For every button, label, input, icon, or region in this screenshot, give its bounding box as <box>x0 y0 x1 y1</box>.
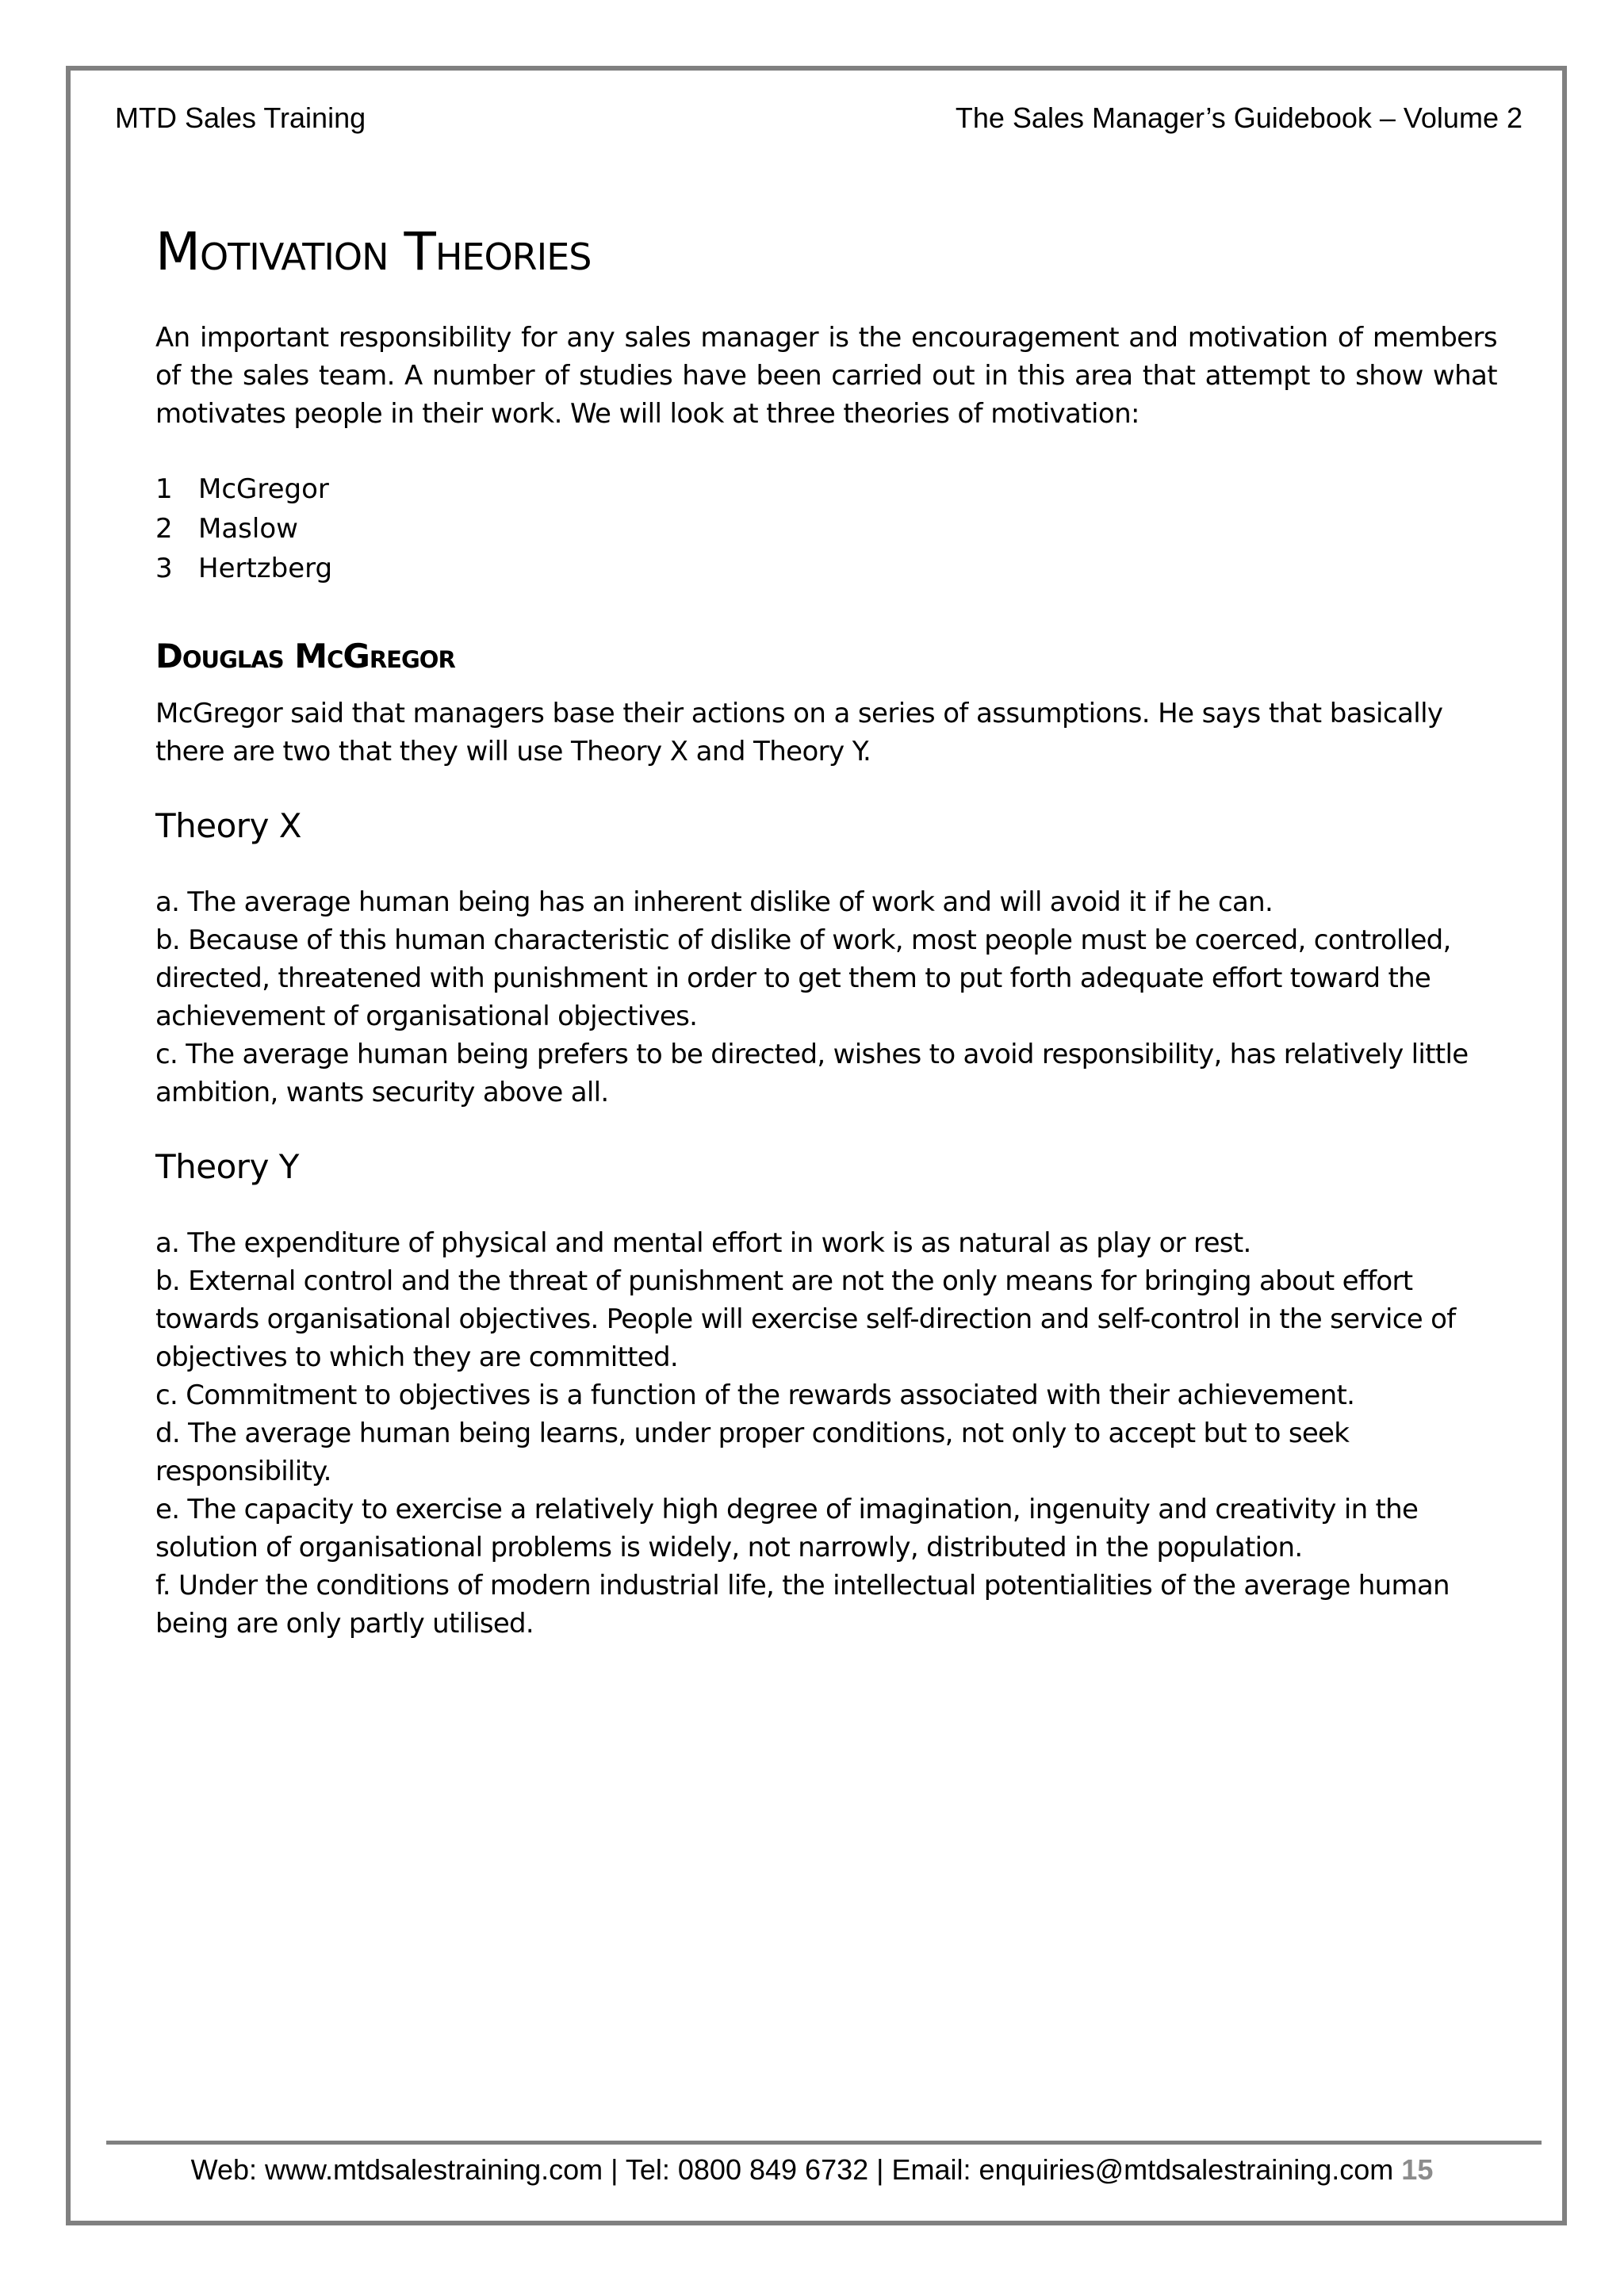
list-item <box>155 549 1497 588</box>
list-item-label: Maslow <box>198 513 298 545</box>
theory-y-item: a. The expenditure of physical and mental effort in work is as natural as play or rest. <box>155 1227 1251 1259</box>
list-item-number: 2 <box>155 513 173 545</box>
list-item-label: Hertzberg <box>198 553 333 584</box>
list-item-number: 1 <box>155 473 173 505</box>
page-number: 15 <box>1401 2153 1434 2186</box>
theory-y-item: f. Under the conditions of modern industrial life, the intellectual potentialities of the average human being are only partly utilised. <box>155 1570 1450 1640</box>
theory-y-item: b. External control and the threat of punishment are not the only means for bringing about effort towards organisational objectives. People will exercise self-direction and self-control in the service of objectives to which they are committed. <box>155 1265 1456 1373</box>
section-body-mcgregor: McGregor said that managers base their actions on a series of assumptions. He says that basically there are two that they will use Theory X and Theory Y. <box>155 698 1443 767</box>
theory-x-items <box>155 883 1497 1112</box>
theory-x-item: b. Because of this human characteristic of dislike of work, most people must be coerced, controlled, directed, threatened with punishment in order to get them to put forth adequate effort toward the achievement of organisational objectives. <box>155 924 1451 1032</box>
page-content <box>155 222 1497 1643</box>
theory-x-item: c. The average human being prefers to be directed, wishes to avoid responsibility, has relatively little ambition, wants security above all. <box>155 1039 1469 1108</box>
subheading-theory-y: Theory Y <box>155 1147 299 1186</box>
theory-y-item: c. Commitment to objectives is a function of the rewards associated with their achievement. <box>155 1380 1355 1411</box>
header-publisher: MTD Sales Training <box>115 101 366 134</box>
list-item-label: McGregor <box>198 473 329 505</box>
header-book-title: The Sales Manager’s Guidebook – Volume 2 <box>955 101 1522 134</box>
page-title: Motivation Theories <box>155 221 592 282</box>
subheading-theory-x: Theory X <box>155 806 302 845</box>
section-heading-mcgregor: Douglas McGregor <box>155 637 455 675</box>
footer <box>0 2152 1624 2187</box>
list-item <box>155 469 1497 509</box>
theory-y-item: e. The capacity to exercise a relatively high degree of imagination, ingenuity and creativity in the solution of organisational problems is widely, not narrowly, distributed in the population. <box>155 1494 1419 1563</box>
intro-paragraph: An important responsibility for any sales manager is the encouragement and motivation of members of the sales team. A number of studies have been carried out in this area that attempt to show what motivates people in their work. We will look at three theories of motivation: <box>155 322 1497 430</box>
list-item <box>155 509 1497 549</box>
theory-list <box>155 469 1497 588</box>
footer-divider <box>106 2141 1542 2145</box>
theory-y-item: d. The average human being learns, under proper conditions, not only to accept but to seek responsibility. <box>155 1418 1350 1487</box>
theory-x-item: a. The average human being has an inherent dislike of work and will avoid it if he can. <box>155 886 1274 918</box>
list-item-number: 3 <box>155 553 173 584</box>
footer-contact: Web: www.mtdsalestraining.com | Tel: 0800 849 6732 | Email: enquiries@mtdsalestraining.com <box>190 2153 1394 2186</box>
theory-y-items <box>155 1224 1497 1643</box>
